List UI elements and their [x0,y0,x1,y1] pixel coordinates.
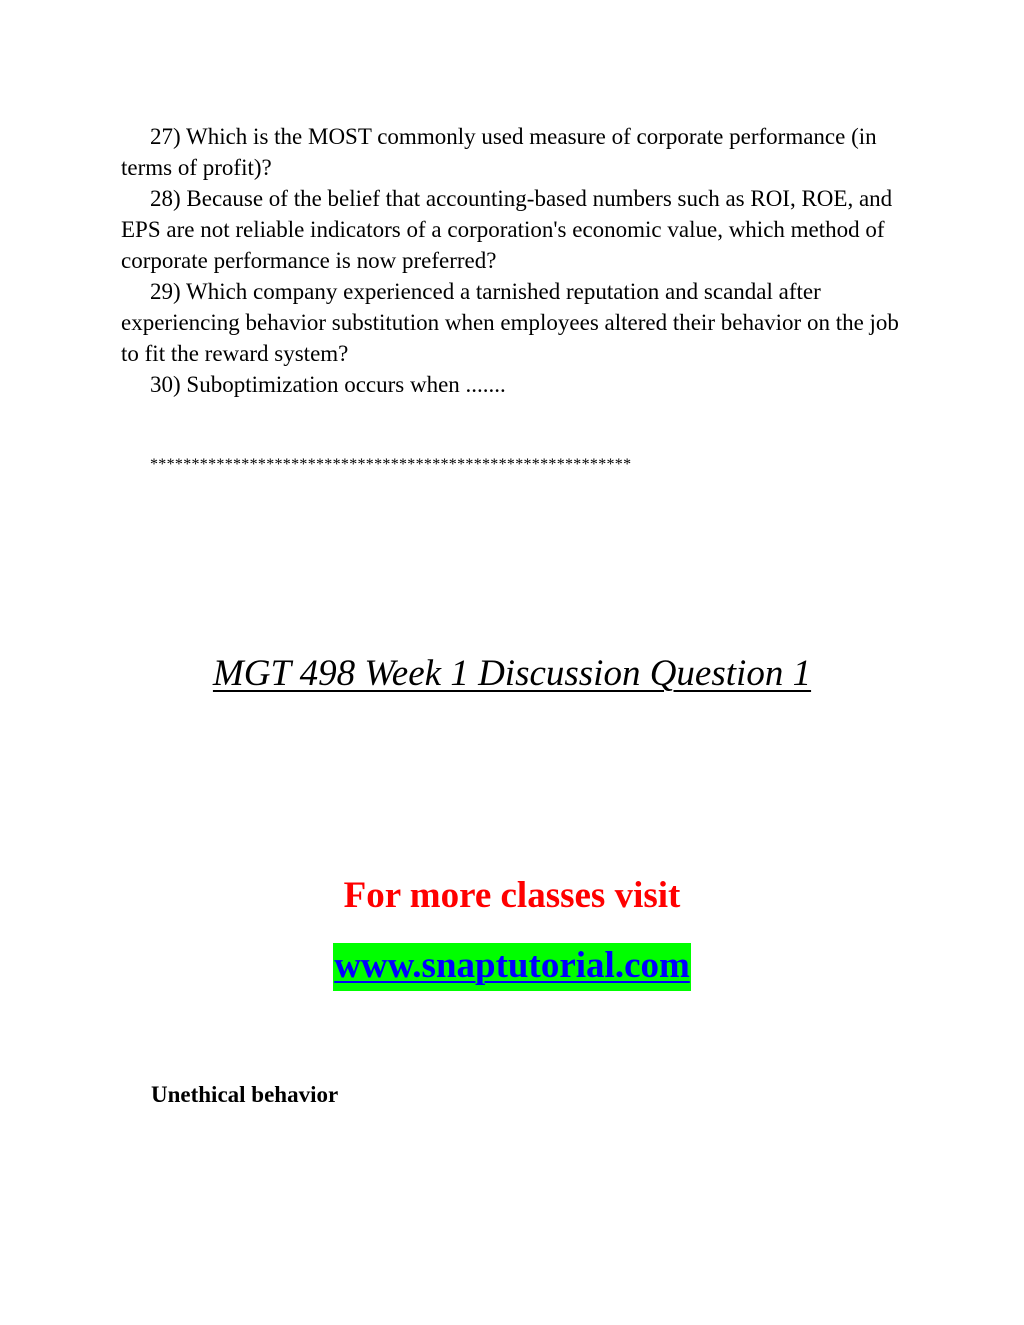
promo-text: For more classes visit [343,875,681,916]
question-27: 27) Which is the MOST commonly used measure of corporate performance (in terms of profit)? [121,124,877,180]
document-title: MGT 498 Week 1 Discussion Question 1 [212,653,812,694]
section-heading: Unethical behavior [151,1082,339,1107]
snaptutorial-link[interactable]: www.snaptutorial.com [333,943,691,991]
promo-link-row [0,943,1024,991]
question-30: 30) Suboptimization occurs when ....... [150,372,506,397]
question-list [121,121,921,400]
question-28: 28) Because of the belief that accounting-based numbers such as ROI, ROE, and EPS are not reliable indicators of a corporation's economic value, which method of corporate performance is now preferred? [121,186,893,273]
asterisk-separator: ********************************************************** [150,456,632,473]
question-29: 29) Which company experienced a tarnished reputation and scandal after experiencing behavior substitution when employees altered their behavior on the job to fit the reward system? [121,279,899,366]
